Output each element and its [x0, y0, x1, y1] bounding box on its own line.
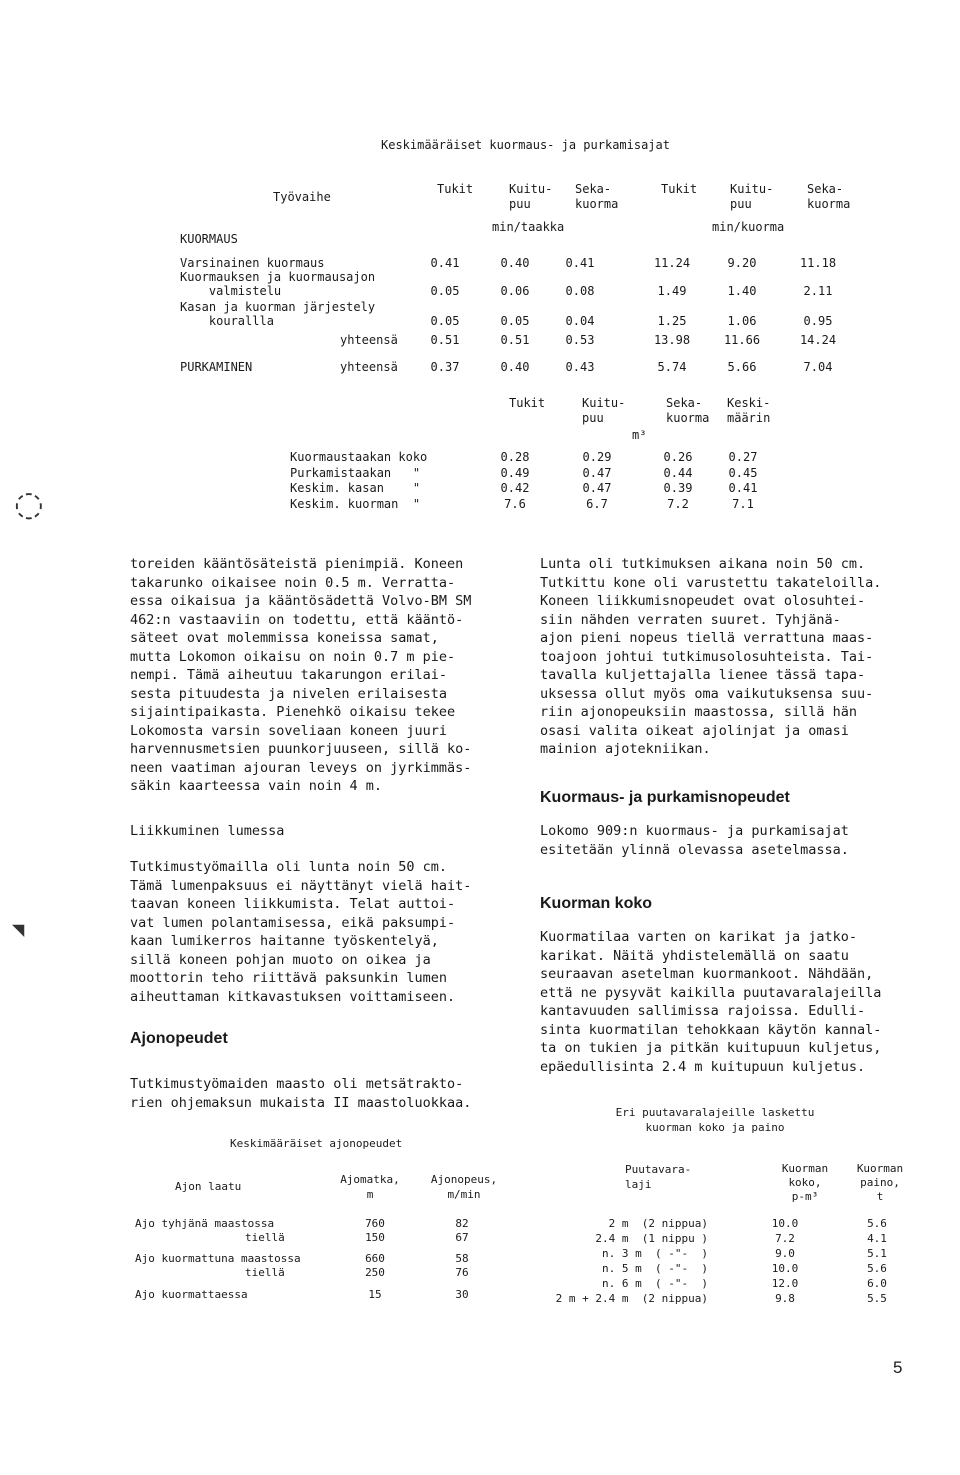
table-row-label: Keskim. kasan " [290, 481, 421, 495]
t1-section-kuormaus: KUORMAUS [180, 232, 238, 246]
text-line: sinta kuormatilan tehokkaan käytön kannal- [540, 1021, 882, 1038]
text-line: Koneen liikkumisnopeudet ovat olosuhtei- [540, 593, 866, 609]
t3-col-ajon-laatu: Ajon laatu [175, 1180, 242, 1193]
table-cell: 0.28 [500, 450, 530, 464]
t2-col-keski: Keski- määrin [727, 396, 771, 425]
text-line: toajoon johtui tutkimusolosuhteista. Tai- [540, 648, 874, 665]
table-cell: 150 [365, 1231, 385, 1244]
table-cell: 2.11 [803, 284, 833, 298]
text-line: nempi. Tämä aiheutuu takarungon erilai- [130, 667, 447, 683]
text-line: kantavuuden sallimissa rajoissa. Edulli- [540, 1003, 866, 1019]
table-cell: 0.40 [500, 360, 530, 374]
right-para-1 [540, 555, 920, 759]
t1-col-kuitu: Kuitu- puu [509, 182, 553, 211]
table-cell: 5.6 [867, 1262, 887, 1275]
table-cell: 0.39 [663, 481, 693, 495]
table-cell: 11.18 [799, 256, 837, 270]
t1-purk-label: PURKAMINEN [180, 360, 253, 374]
table-row-label: Keskim. kuorman " [290, 496, 421, 511]
left-para-2 [130, 858, 510, 1006]
table-row-label: tiellä [245, 1266, 285, 1279]
text-line: takarunko oikaisee noin 0.5 m. Verratta- [130, 574, 456, 591]
table-cell: 11.24 [653, 256, 691, 270]
table-cell: 9.0 [775, 1247, 795, 1260]
table-cell: 5.1 [867, 1247, 887, 1260]
text-line: toreiden kääntösäteistä pienimpiä. Koneen [130, 556, 464, 572]
table-cell: 1.49 [657, 284, 687, 298]
table-cell: 760 [365, 1217, 385, 1230]
text-line: mutta Lokomon oikaisu on noin 0.7 m pie- [130, 648, 456, 665]
t1-col-kuitu2: Kuitu- puu [730, 182, 774, 211]
text-line: seuraavan asetelman kuormankoot. Nähdään, [540, 966, 874, 982]
right-para-2 [540, 822, 920, 859]
table-cell: 82 [455, 1217, 469, 1230]
table-cell: 0.41 [430, 256, 460, 270]
t1-col-seka: Seka- kuorma [575, 182, 619, 211]
table-cell: 9.20 [727, 256, 757, 270]
text-line: sillä koneen pohjan muoto on oikea ja [130, 951, 431, 968]
table-cell: 250 [365, 1266, 385, 1279]
table-cell: 0.51 [500, 333, 530, 347]
table-cell: 0.05 [430, 314, 460, 328]
table-cell: 5.66 [727, 360, 757, 374]
table-cell: 0.49 [500, 465, 530, 480]
text-line: taavan koneen liikkumista. Telat auttoi- [130, 896, 456, 912]
text-line: uksessa ollut myös oma vaikutuksensa suu- [540, 685, 874, 702]
text-line: epäedullisinta 2.4 m kuitupuun kuljetus. [540, 1058, 866, 1075]
t3-title: Keskimääräiset ajonopeudet [230, 1137, 403, 1150]
text-line: säteet ovat molemmissa koneissa samat, [130, 630, 439, 646]
text-line: mainion ajotekniikan. [540, 741, 711, 757]
table-cell: 7.2 [667, 496, 689, 511]
page-number: 5 [893, 1358, 903, 1377]
text-line: esitetään ylinnä olevassa asetelmassa. [540, 841, 849, 858]
t1-col-tukit: Tukit [437, 182, 474, 196]
t4-title: Eri puutavaralajeille laskettu kuorman koko ja paino [615, 1106, 815, 1134]
table-cell: 5.74 [657, 360, 687, 374]
text-line: että ne pysyvät kaikilla puutavaralajeilla [540, 984, 882, 1001]
table-cell: 0.41 [565, 256, 595, 270]
table-cell: 7.6 [504, 496, 526, 511]
table-cell: 30 [455, 1288, 469, 1301]
text-line: Kuormatilaa varten on karikat ja jatko- [540, 929, 857, 945]
table-cell: 0.95 [803, 314, 833, 328]
table-row-label: Kuormauksen ja kuormausajon valmistelu [180, 270, 376, 298]
text-line: sesta pituudesta ja nivelen erilaisesta [130, 685, 447, 702]
t4-col-laji: Puutavara- laji [625, 1163, 692, 1191]
text-line: harvennusmetsien puunkorjuuseen, sillä ko- [130, 741, 472, 757]
table-cell: 0.53 [565, 333, 595, 347]
table-cell: 7.04 [803, 360, 833, 374]
table-cell: 0.08 [565, 284, 595, 298]
text-line: Tämä lumenpaksuus ei näyttänyt vielä hait- [130, 877, 472, 894]
t1-col-seka2: Seka- kuorma [807, 182, 851, 211]
text-line: neen vaatiman ajouran leveys on jyrkimmäs- [130, 759, 472, 776]
text-line: Lokomo 909:n kuormaus- ja purkamisajat [540, 823, 849, 839]
text-line: 462:n vastaaviin on todettu, että kääntö- [130, 611, 464, 628]
text-line: Tutkimustyömailla oli lunta noin 50 cm. [130, 859, 447, 875]
text-line: Tutkittu kone oli varustettu takateloilla. [540, 574, 882, 591]
text-line: moottorin teho riittävä paksunkin lumen [130, 970, 447, 986]
table-cell: 660 [365, 1252, 385, 1265]
table-row-label: n. 3 m ( -"- ) [602, 1247, 708, 1260]
text-line: rien ohjemaksun mukaista II maastoluokkaa. [130, 1094, 472, 1111]
text-line: siin nähden verraten suuret. Tyhjänä- [540, 611, 841, 628]
table-cell: 0.41 [728, 481, 758, 495]
text-line: ajon pieni nopeus tiellä verrattuna maas- [540, 630, 874, 646]
heading-kuorman-koko: Kuorman koko [540, 895, 653, 912]
table-cell: 58 [455, 1252, 469, 1265]
text-line: kaan lumikerros haitanne työskentelyä, [130, 933, 439, 949]
table-row-label: Kasan ja kuorman järjestely kourallla [180, 300, 376, 328]
punch-hole-mark: ◌ [14, 484, 44, 524]
table-cell: 5.5 [867, 1292, 887, 1305]
table-cell: 10.0 [771, 1262, 799, 1275]
text-line: ta on tukien ja pitkän kuitupuun kuljetus, [540, 1040, 882, 1056]
left-para-3 [130, 1075, 510, 1112]
table-cell: 0.26 [663, 450, 693, 464]
right-para-3 [540, 928, 930, 1076]
table-cell: 67 [455, 1231, 469, 1244]
table-cell: 0.05 [500, 314, 530, 328]
text-line: säkin kaarteessa vain noin 4 m. [130, 778, 382, 794]
table-cell: 0.04 [565, 314, 595, 328]
table-cell: 14.24 [799, 333, 837, 347]
text-line: karikat. Näitä yhdistelemällä on saatu [540, 947, 849, 964]
table-cell: 7.1 [732, 496, 754, 511]
table-cell: 11.66 [723, 333, 761, 347]
table-cell: 0.27 [728, 450, 758, 464]
table-cell: 4.1 [867, 1232, 887, 1245]
t2-col-tukit: Tukit [509, 396, 546, 410]
table-cell: 0.51 [430, 333, 460, 347]
table-row-label: n. 6 m ( -"- ) [602, 1277, 708, 1290]
table-row-label: Ajo kuormattaessa [135, 1288, 248, 1301]
text-line: tavalla kuljettajalla lienee tässä tapa- [540, 667, 866, 683]
text-line: essa oikaisua ja kääntösädettä Volvo-BM SM [130, 593, 472, 609]
table-cell: 6.7 [586, 496, 608, 511]
table-cell: 0.29 [582, 450, 612, 464]
text-line: Lokomosta varsin soveliaan koneen juuri [130, 722, 447, 739]
punch-hole-mark: ◥ [12, 920, 25, 939]
table-cell: 9.8 [775, 1292, 795, 1305]
text-line: Tutkimustyömaiden maasto oli metsätrakto- [130, 1076, 464, 1092]
table1-group-label: Työvaihe [273, 190, 331, 204]
table-cell: 76 [455, 1266, 469, 1279]
t1-col-tukit2: Tukit [661, 182, 698, 196]
left-para-1 [130, 555, 510, 796]
t1-unit-left: min/taakka [492, 220, 565, 234]
left-subheading-lumessa: Liikkuminen lumessa [130, 823, 285, 839]
table-row-label: Ajo kuormattuna maastossa [135, 1252, 301, 1265]
text-line: sijaintipaikasta. Pienehkö oikaisu tekee [130, 704, 456, 720]
table-cell: 7.2 [775, 1232, 795, 1245]
table-row-label: Purkamistaakan " [290, 465, 421, 480]
table-cell: 0.06 [500, 284, 530, 298]
t2-col-seka: Seka- kuorma [666, 396, 710, 425]
t3-col-ajonopeus: Ajonopeus, m/min [430, 1173, 498, 1201]
table-cell: 0.42 [500, 481, 530, 495]
t1-purk-sub: yhteensä [340, 360, 398, 374]
text-line: osasi valita oikeat ajolinjat ja omasi [540, 722, 849, 739]
text-line: riin ajonopeuksiin maastossa, sillä hän [540, 704, 857, 720]
heading-kuormaus-purkamis: Kuormaus- ja purkamisnopeudet [540, 789, 790, 806]
t1-unit-right: min/kuorma [712, 220, 785, 234]
table-cell: 13.98 [653, 333, 691, 347]
t4-col-koko: Kuorman koko, p-m³ [781, 1162, 829, 1203]
table-row-label: Varsinainen kuormaus [180, 256, 325, 270]
table-cell: 12.0 [771, 1277, 799, 1290]
table-cell: 15 [368, 1288, 382, 1301]
table-cell: 0.47 [582, 481, 612, 495]
table-cell: 0.44 [663, 465, 693, 480]
table-cell: 5.6 [867, 1217, 887, 1230]
table-cell: 6.0 [867, 1277, 887, 1290]
table-cell: 0.47 [582, 465, 612, 480]
table-cell: 10.0 [771, 1217, 799, 1230]
table-cell: 1.40 [727, 284, 757, 298]
table-cell: 0.05 [430, 284, 460, 298]
table-cell: 1.25 [657, 314, 687, 328]
table-row-label: 2.4 m (1 nippu ) [595, 1232, 708, 1245]
t3-col-ajomatka: Ajomatka, m [340, 1173, 400, 1201]
table-cell: 0.45 [728, 465, 758, 480]
table-row-label: 2 m (2 nippua) [608, 1217, 708, 1230]
t2-col-kuitu: Kuitu- puu [582, 396, 626, 425]
table-cell: 1.06 [727, 314, 757, 328]
table-cell: 0.43 [565, 360, 595, 374]
t2-unit: m³ [632, 428, 647, 442]
table1-title: Keskimääräiset kuormaus- ja purkamisajat [381, 138, 670, 152]
table-row-label: n. 5 m ( -"- ) [602, 1262, 708, 1275]
table-row-label: yhteensä [340, 333, 398, 347]
table-row-label: Kuormaustaakan koko [290, 450, 428, 464]
table-row-label: 2 m + 2.4 m (2 nippua) [555, 1292, 708, 1305]
heading-ajonopeudet: Ajonopeudet [130, 1030, 228, 1047]
table-cell: 0.37 [430, 360, 460, 374]
table-row-label: Ajo tyhjänä maastossa [135, 1217, 275, 1230]
text-line: vat lumen polantamisessa, eikä paksumpi- [130, 914, 456, 931]
text-line: aiheuttaman kitkavastuksen voittamiseen. [130, 988, 456, 1005]
text-line: Lunta oli tutkimuksen aikana noin 50 cm. [540, 556, 866, 572]
t4-col-paino: Kuorman paino, t [856, 1162, 904, 1203]
table-row-label: tiellä [245, 1231, 285, 1244]
table-cell: 0.40 [500, 256, 530, 270]
